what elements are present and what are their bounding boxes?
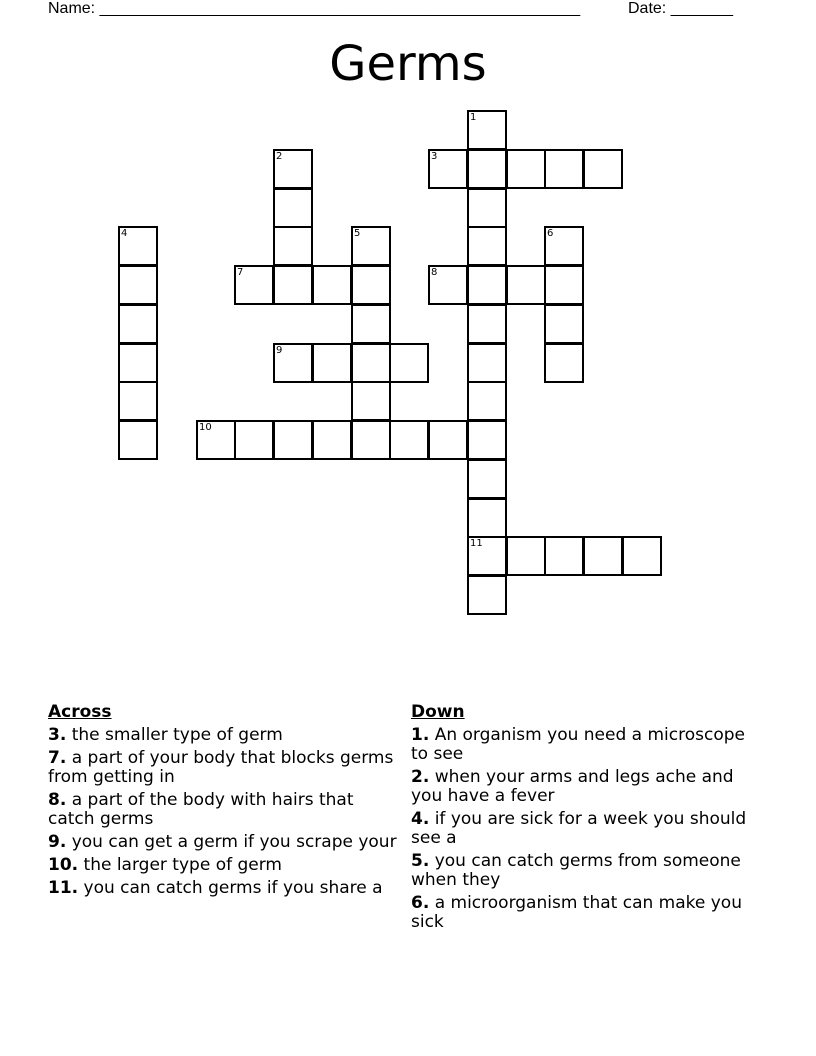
clue-text: the larger type of germ	[83, 855, 282, 875]
clue-text: you can catch germs from someone when they	[411, 851, 741, 890]
crossword-cell[interactable]	[351, 265, 391, 305]
clue-text: when your arms and legs ache and you have a fever	[411, 767, 734, 806]
crossword-cell[interactable]	[467, 226, 507, 266]
crossword-cell[interactable]	[467, 459, 507, 499]
clue-number-label: 3	[431, 151, 438, 162]
crossword-cell[interactable]	[544, 265, 584, 305]
clue-number-label: 9	[276, 345, 283, 356]
crossword-cell[interactable]	[118, 226, 158, 266]
clue-across	[48, 749, 400, 787]
crossword-cell[interactable]	[622, 536, 662, 576]
clue-number: 8.	[48, 790, 67, 810]
crossword-cell[interactable]	[506, 149, 546, 189]
crossword-cell[interactable]	[467, 343, 507, 383]
crossword-cell[interactable]	[351, 304, 391, 344]
clue-number-label: 11	[470, 538, 483, 549]
crossword-cell[interactable]	[389, 343, 429, 383]
clue-text: if you are sick for a week you should see a	[411, 809, 747, 848]
across-clues	[48, 703, 400, 902]
clue-across	[48, 726, 400, 745]
clue-number-label: 7	[237, 267, 244, 278]
crossword-cell[interactable]	[351, 420, 391, 460]
clue-across	[48, 833, 400, 852]
across-heading: Across	[48, 702, 112, 722]
clue-text: the smaller type of germ	[71, 725, 283, 745]
crossword-cell[interactable]	[467, 188, 507, 228]
clue-number: 2.	[411, 767, 430, 787]
crossword-cell[interactable]	[544, 343, 584, 383]
clue-across	[48, 856, 400, 875]
crossword-cell[interactable]	[583, 149, 623, 189]
crossword-cell[interactable]	[118, 343, 158, 383]
crossword-cell[interactable]	[196, 420, 236, 460]
crossword-cell[interactable]	[544, 149, 584, 189]
clue-number: 10.	[48, 855, 79, 875]
clue-number-label: 5	[354, 228, 361, 239]
clue-number: 5.	[411, 851, 430, 871]
crossword-cell[interactable]	[273, 343, 313, 383]
clue-text: An organism you need a microscope to see	[411, 725, 745, 764]
crossword-cell[interactable]	[234, 265, 274, 305]
clue-down	[411, 810, 763, 848]
crossword-cell[interactable]	[312, 343, 352, 383]
date-field[interactable]: Date: _______	[628, 0, 733, 17]
crossword-cell[interactable]	[428, 149, 468, 189]
down-clues	[411, 703, 763, 936]
crossword-cell[interactable]	[351, 343, 391, 383]
crossword-cell[interactable]	[273, 265, 313, 305]
clue-text: a part of your body that blocks germs from getting in	[48, 748, 394, 787]
clue-number: 7.	[48, 748, 67, 768]
clue-down	[411, 768, 763, 806]
clue-number: 1.	[411, 725, 430, 745]
crossword-cell[interactable]	[273, 420, 313, 460]
crossword-cell[interactable]	[467, 304, 507, 344]
crossword-cell[interactable]	[583, 536, 623, 576]
clue-across	[48, 879, 400, 898]
name-field[interactable]: Name: ______________________________________________________	[48, 0, 581, 17]
clue-across	[48, 791, 400, 829]
crossword-cell[interactable]	[273, 188, 313, 228]
crossword-cell[interactable]	[467, 110, 507, 150]
clue-number-label: 6	[547, 228, 554, 239]
crossword-cell[interactable]	[389, 420, 429, 460]
crossword-cell[interactable]	[467, 381, 507, 421]
crossword-cell[interactable]	[428, 265, 468, 305]
page-title: Germs	[329, 36, 487, 92]
crossword-cell[interactable]	[428, 420, 468, 460]
crossword-cell[interactable]	[118, 265, 158, 305]
crossword-cell[interactable]	[467, 536, 507, 576]
crossword-cell[interactable]	[351, 381, 391, 421]
clue-text: a microorganism that can make you sick	[411, 893, 742, 932]
clue-text: a part of the body with hairs that catch germs	[48, 790, 354, 829]
crossword-cell[interactable]	[351, 226, 391, 266]
crossword-cell[interactable]	[312, 420, 352, 460]
crossword-cell[interactable]	[118, 304, 158, 344]
clue-number: 11.	[48, 878, 79, 898]
clue-number-label: 1	[470, 112, 477, 123]
crossword-cell[interactable]	[544, 226, 584, 266]
clue-down	[411, 894, 763, 932]
down-heading: Down	[411, 702, 465, 722]
clue-number: 3.	[48, 725, 67, 745]
crossword-cell[interactable]	[544, 304, 584, 344]
clue-number: 9.	[48, 832, 67, 852]
crossword-cell[interactable]	[544, 536, 584, 576]
clue-down	[411, 852, 763, 890]
clue-text: you can get a germ if you scrape your	[71, 832, 397, 852]
crossword-cell[interactable]	[467, 420, 507, 460]
clue-number-label: 4	[121, 228, 128, 239]
clue-number-label: 10	[199, 422, 212, 433]
crossword-cell[interactable]	[467, 149, 507, 189]
crossword-cell[interactable]	[118, 420, 158, 460]
crossword-cell[interactable]	[467, 575, 507, 615]
clue-number: 6.	[411, 893, 430, 913]
clue-down	[411, 726, 763, 764]
clue-number: 4.	[411, 809, 430, 829]
crossword-cell[interactable]	[312, 265, 352, 305]
clue-text: you can catch germs if you share a	[83, 878, 383, 898]
crossword-cell[interactable]	[467, 265, 507, 305]
clue-number-label: 8	[431, 267, 438, 278]
clue-number-label: 2	[276, 151, 283, 162]
crossword-cell[interactable]	[234, 420, 274, 460]
crossword-cell[interactable]	[118, 381, 158, 421]
crossword-cell[interactable]	[273, 149, 313, 189]
crossword-cell[interactable]	[273, 226, 313, 266]
crossword-cell[interactable]	[506, 536, 546, 576]
crossword-cell[interactable]	[506, 265, 546, 305]
crossword-cell[interactable]	[467, 498, 507, 538]
